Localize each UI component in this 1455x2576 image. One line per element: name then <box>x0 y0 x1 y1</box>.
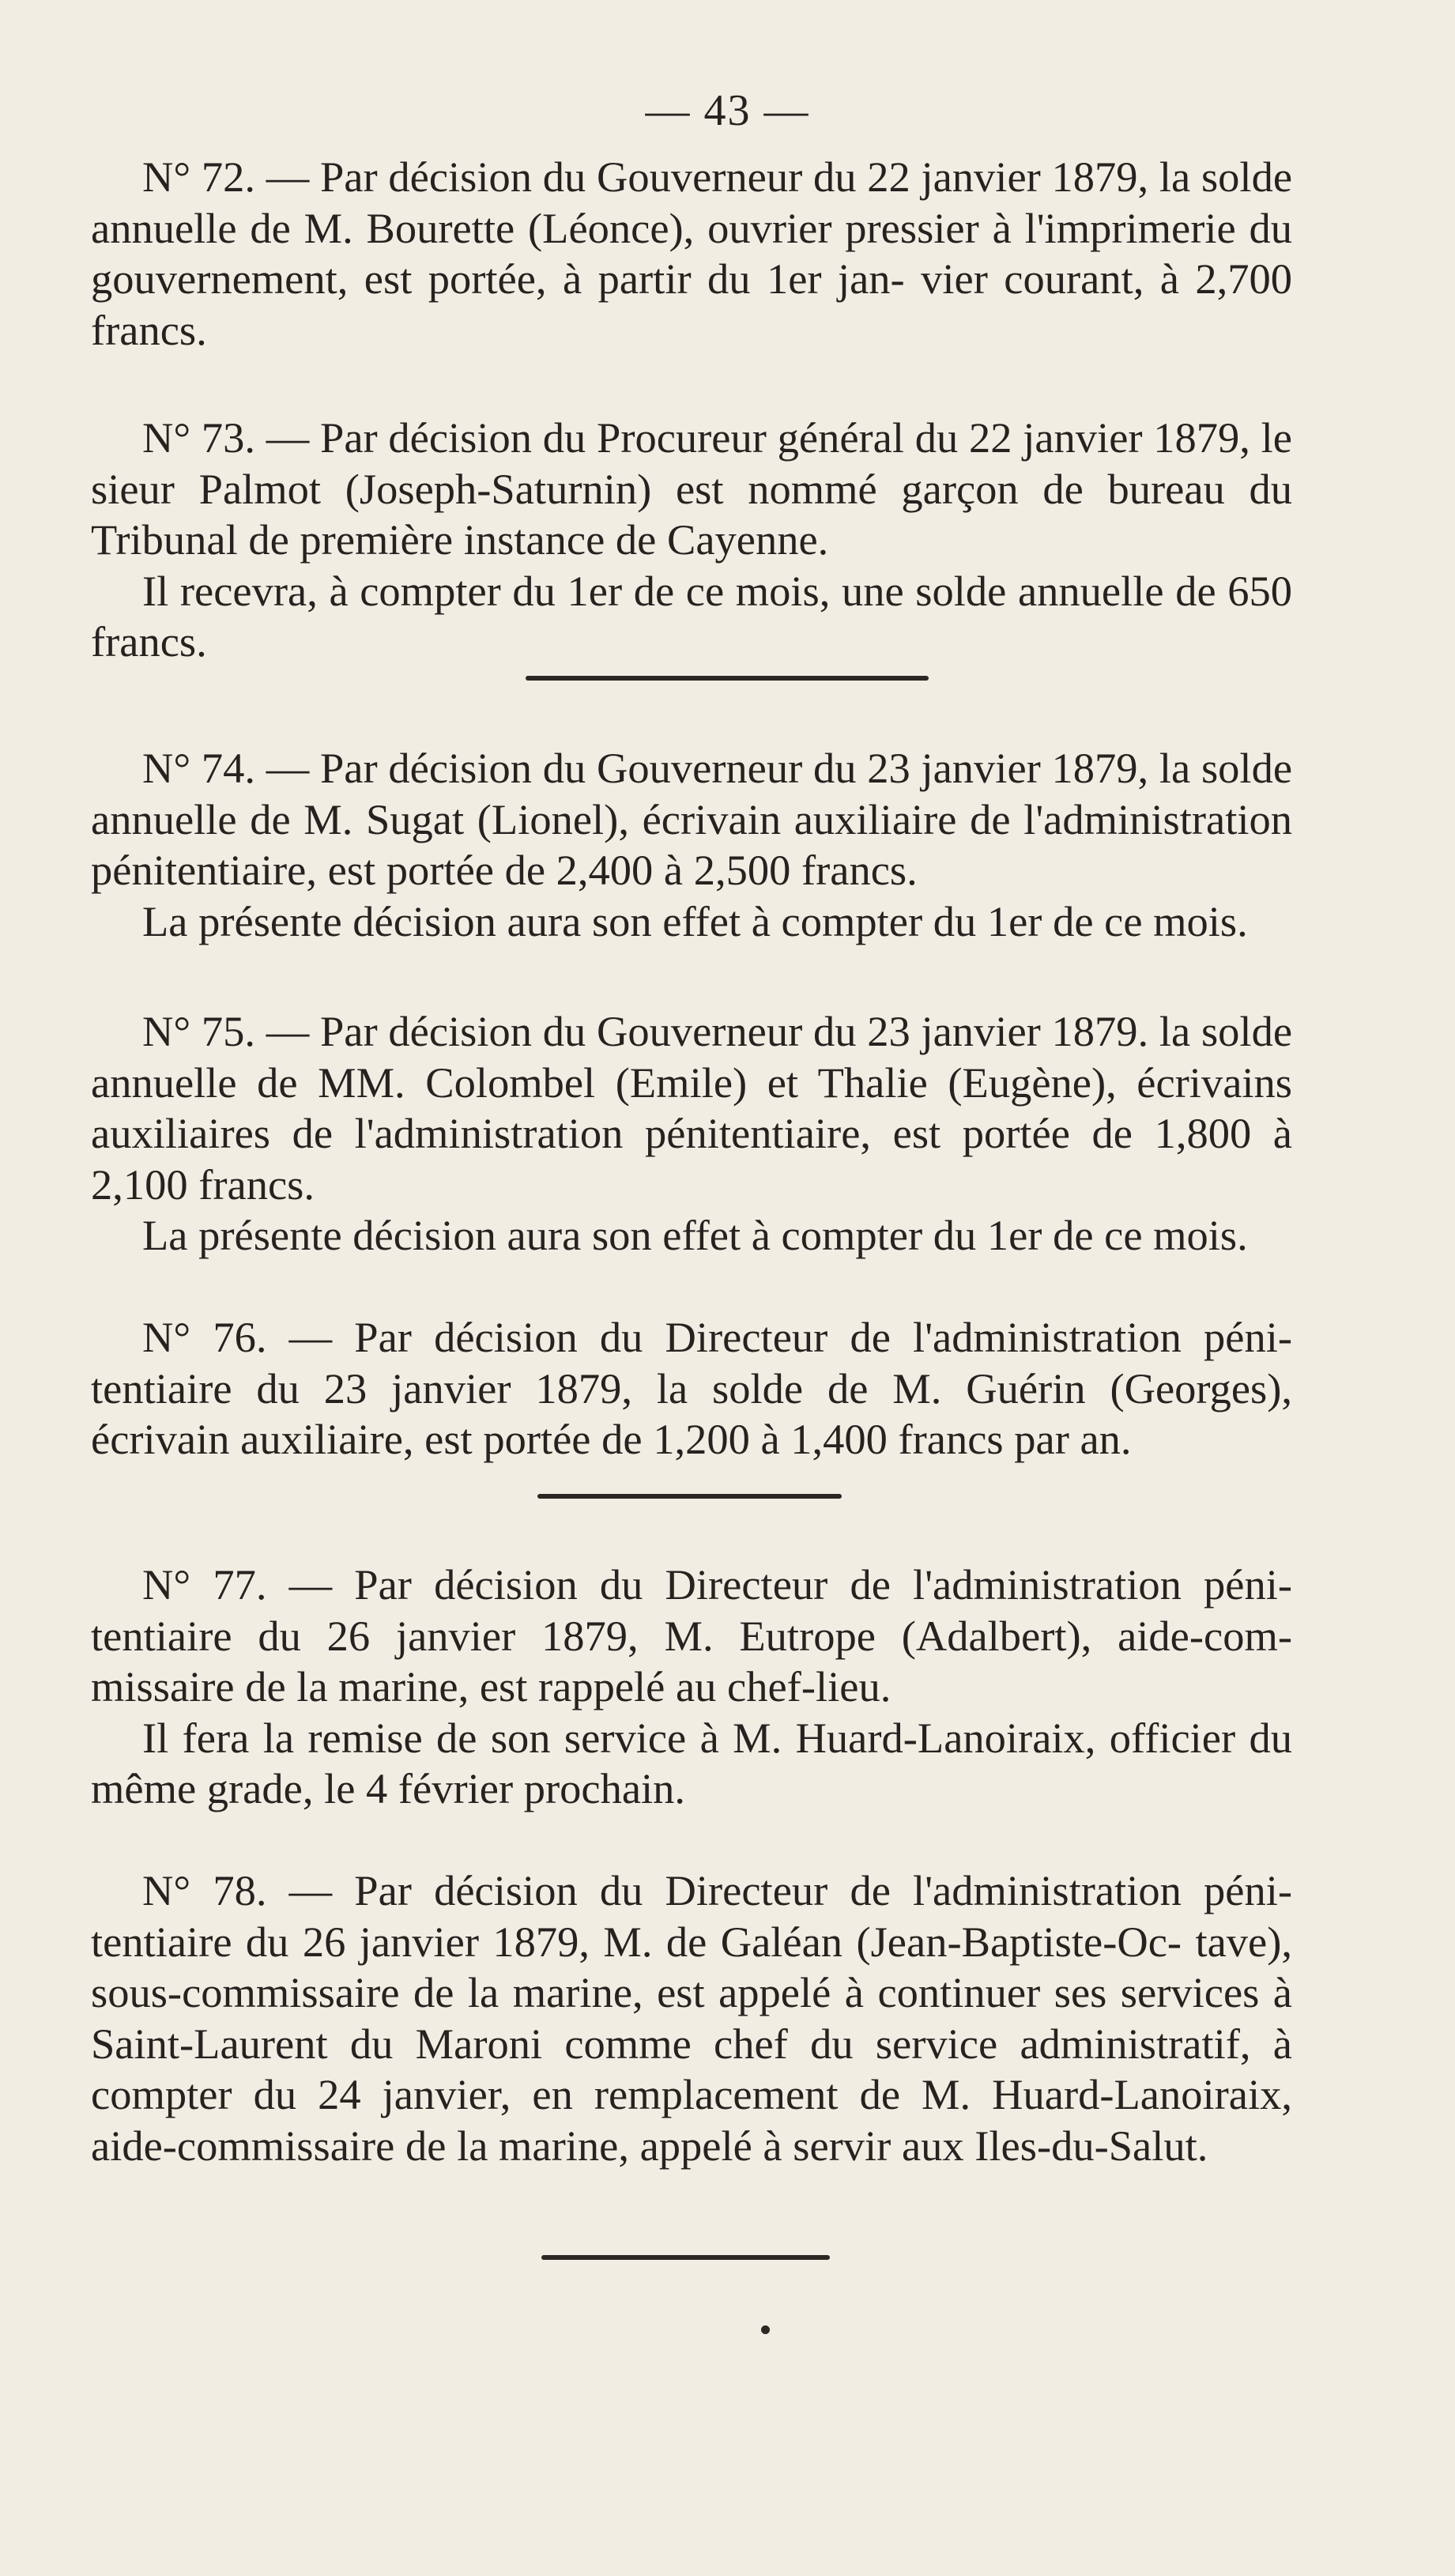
text-line: M. Huard-Lanoiraix, aide-commissaire de la marine, appelé à <box>91 2070 1292 2170</box>
decision-77 <box>91 1560 1292 1815</box>
text-line: 1879, le sieur Palmot (Joseph-Saturnin) est nommé garçon de <box>91 413 1292 513</box>
paragraph <box>91 896 1292 948</box>
paragraph <box>91 1865 1292 2171</box>
text-line: N° 76. — Par décision du Directeur de l'administration péni- <box>142 1313 1292 1361</box>
separator-rule <box>541 2255 830 2260</box>
text-line: tentiaire du 23 janvier 1879, la solde de M. Guérin (Georges), <box>91 1363 1292 1412</box>
text-line: la solde annuelle de MM. Colombel (Emile) et Thalie (Eugène), <box>91 1007 1293 1107</box>
text-line: tentiaire du 26 janvier 1879, M. Eutrope (Adalbert), aide-com- <box>91 1611 1292 1660</box>
paragraph <box>91 413 1292 566</box>
decision-76 <box>91 1312 1292 1465</box>
text-line: l'administration pénitentiaire, est portée de 2,400 à 2,500 francs. <box>91 794 1292 894</box>
text-line: bureau du Tribunal de première instance de Cayenne. <box>91 464 1292 564</box>
paragraph <box>91 743 1292 896</box>
text-line: la solde annuelle de M. Bourette (Léonce), ouvrier pressier à <box>91 153 1293 252</box>
paragraph <box>91 1210 1292 1262</box>
text-line: vier courant, à 2,700 francs. <box>91 255 1293 354</box>
decision-74 <box>91 743 1292 947</box>
page-number: — 43 — <box>645 86 810 135</box>
decision-73 <box>91 413 1292 668</box>
text-line: La présente décision aura son effet à compter du 1er de ce mois. <box>142 1211 1248 1259</box>
text-line: N° 72. — Par décision du Gouverneur du 22 janvier 1879, <box>142 153 1149 201</box>
text-line: la solde annuelle de M. Sugat (Lionel), écrivain auxiliaire de <box>91 744 1293 843</box>
text-line: N° 77. — Par décision du Directeur de l'administration péni- <box>142 1560 1292 1609</box>
text-line: tentiaire du 26 janvier 1879, M. de Galéan (Jean-Baptiste-Oc- <box>91 1917 1182 1966</box>
text-line: N° 75. — Par décision du Gouverneur du 23 janvier 1879. <box>142 1007 1149 1055</box>
text-line: écrivains auxiliaires de l'administration pénitentiaire, est portée <box>91 1058 1292 1157</box>
text-line: servir aux Iles-du-Salut. <box>793 2121 1208 2170</box>
text-line: N° 78. — Par décision du Directeur de l'administration péni- <box>142 1866 1292 1914</box>
paragraph <box>91 152 1292 356</box>
separator-rule <box>526 676 929 681</box>
ink-speck <box>761 2325 770 2334</box>
paragraph <box>91 1312 1292 1465</box>
text-line: Il fera la remise de son service à M. Huard-Lanoiraix, officier <box>142 1713 1236 1762</box>
text-line: Il recevra, à compter du 1er de ce mois, une solde annuelle <box>142 566 1164 615</box>
text-line: l'imprimerie du gouvernement, est portée, à partir du 1er jan- <box>91 203 1292 303</box>
text-line: ses services à Saint-Laurent du Maroni comme chef du service <box>91 1968 1292 2068</box>
text-line: tave), sous-commissaire de la marine, est appelé à continuer <box>91 1917 1293 2016</box>
text-line: de 650 francs. <box>91 566 1292 666</box>
text-line: administratif, à compter du 24 janvier, en remplacement de <box>91 2019 1293 2118</box>
paragraph <box>91 1006 1292 1210</box>
paragraph <box>91 1560 1292 1713</box>
text-line: écrivain auxiliaire, est portée de 1,200 à 1,400 francs par an. <box>91 1415 1132 1463</box>
decision-78 <box>91 1865 1292 2171</box>
decision-75 <box>91 1006 1292 1262</box>
text-line: missaire de la marine, est rappelé au chef-lieu. <box>91 1662 891 1710</box>
separator-rule <box>537 1494 842 1499</box>
text-line: du même grade, le 4 février prochain. <box>91 1713 1293 1812</box>
text-line: La présente décision aura son effet à compter du 1er de ce mois. <box>142 896 1248 945</box>
decision-72 <box>91 152 1292 356</box>
text-line: de 1,800 à 2,100 francs. <box>91 1109 1293 1209</box>
text-line: N° 73. — Par décision du Procureur général du 22 janvier <box>142 413 1143 462</box>
text-line: N° 74. — Par décision du Gouverneur du 23 janvier 1879, <box>142 744 1149 792</box>
paragraph <box>91 566 1292 668</box>
paragraph <box>91 1713 1292 1815</box>
